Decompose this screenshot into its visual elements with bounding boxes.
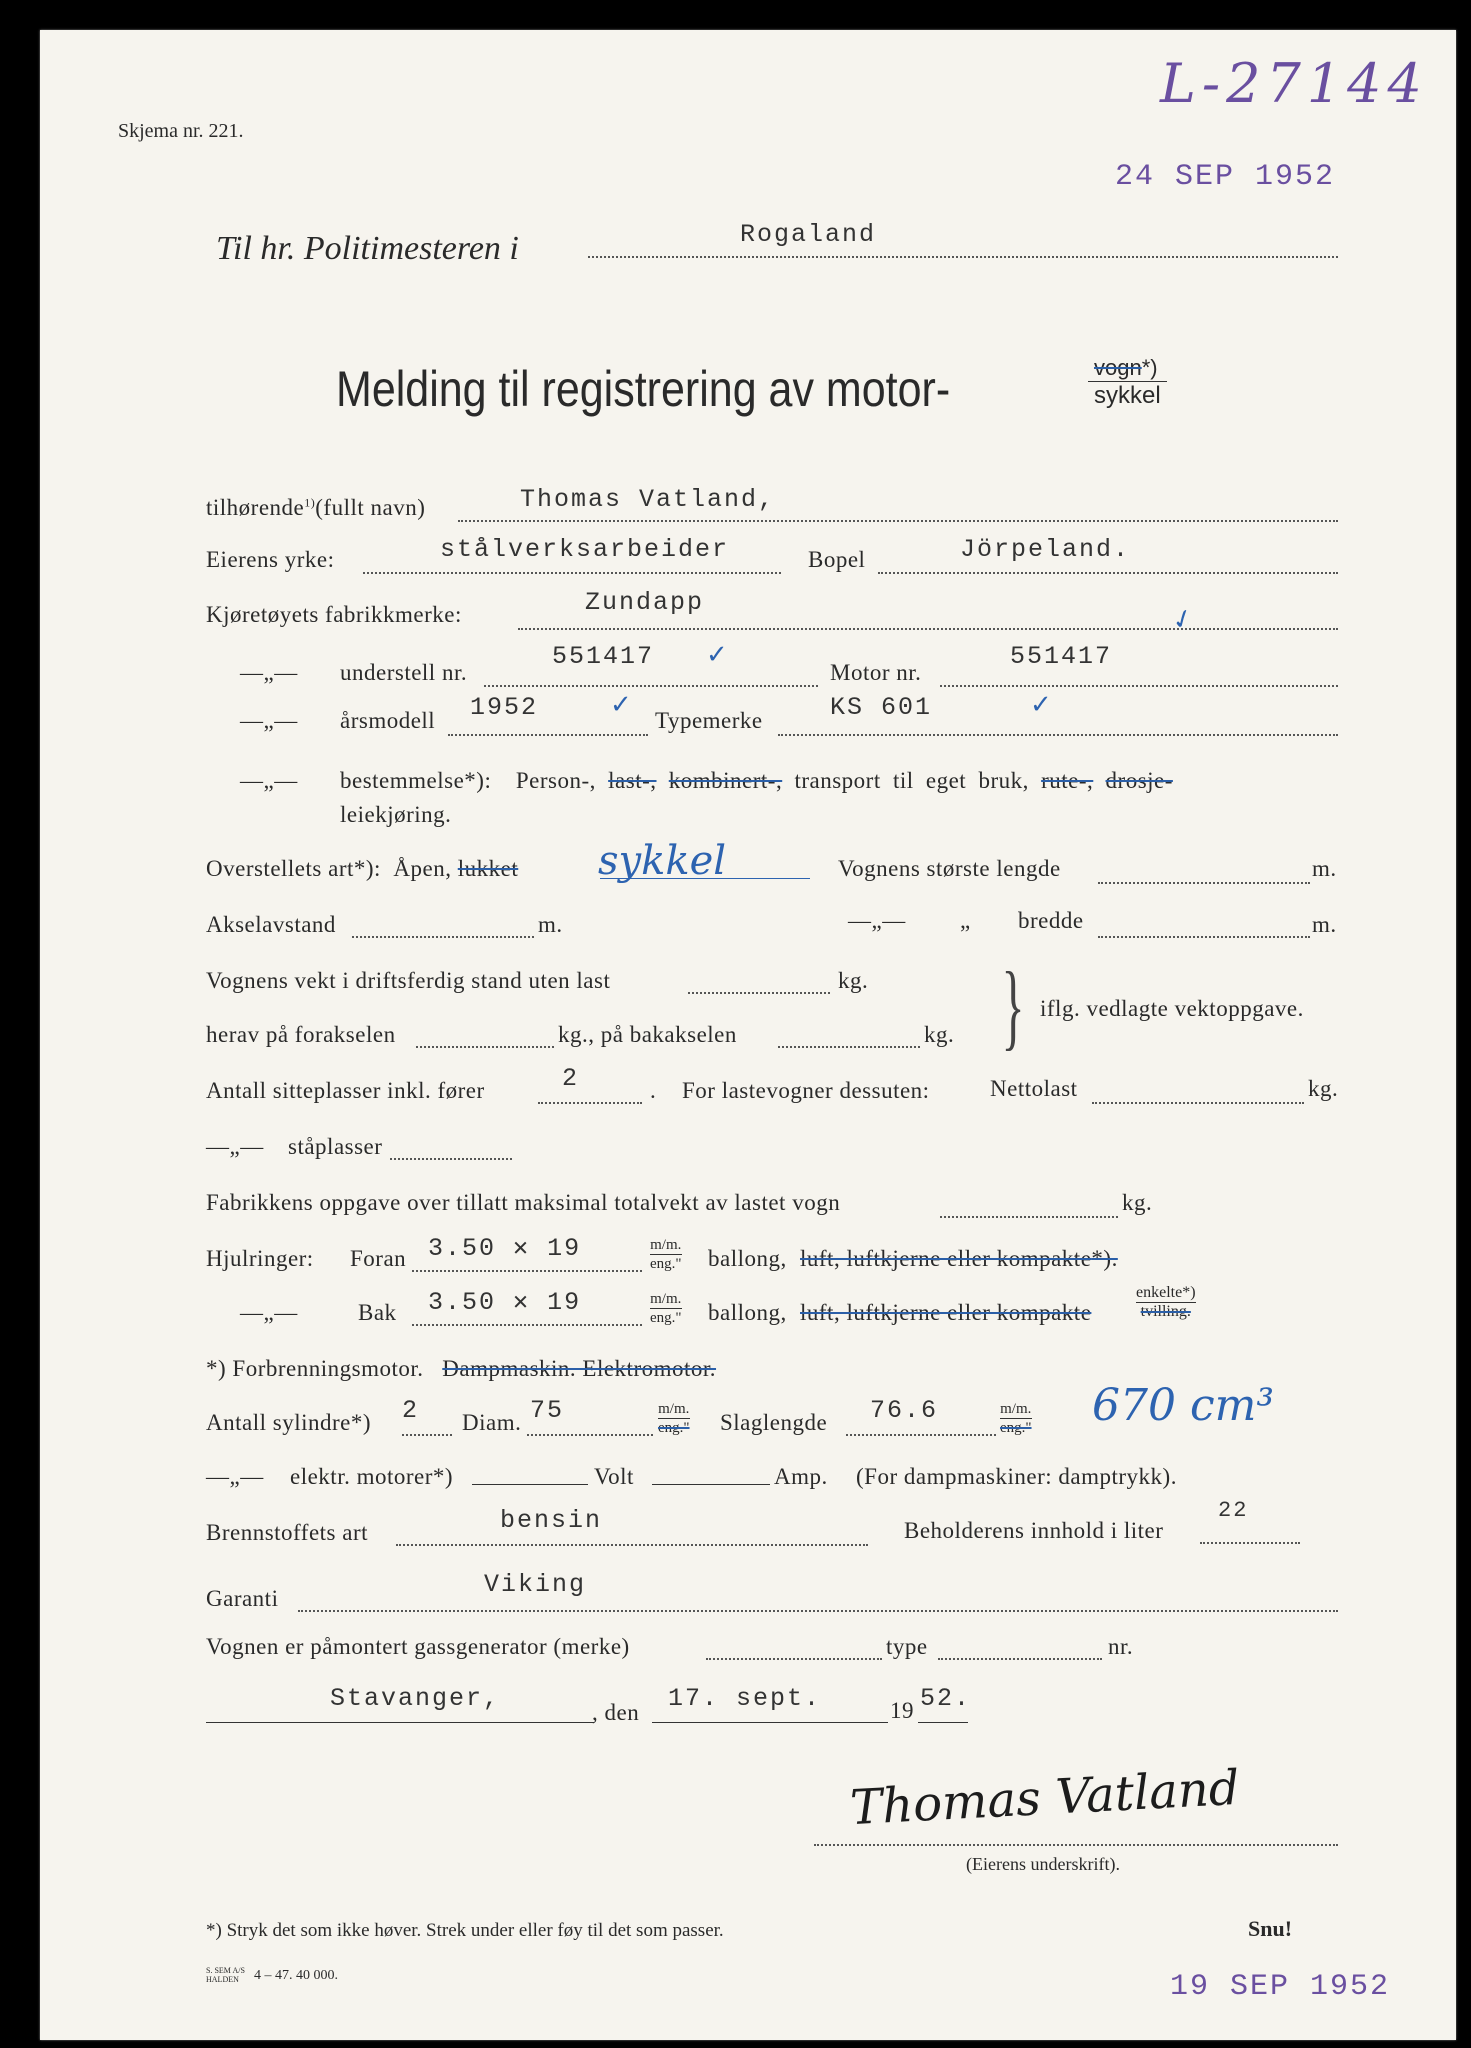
schema-number: Skjema nr. 221. — [118, 120, 244, 142]
addressee-line — [588, 256, 1338, 258]
turn-over: Snu! — [1248, 1916, 1293, 1941]
weight-unit: kg. — [838, 968, 869, 993]
diameter-label: Diam. — [462, 1410, 522, 1435]
cargo-label: For lastevogner dessuten: — [682, 1078, 930, 1103]
owner-label: tilhørende$^{1)}$(fullt navn) — [206, 495, 426, 520]
volt-label: Volt — [594, 1464, 634, 1489]
ditto-mark: —„— — [240, 768, 298, 793]
occupation-label: Eierens yrke: — [206, 547, 335, 572]
net-load-unit: kg. — [1308, 1076, 1339, 1101]
tires-rear-line — [412, 1324, 642, 1326]
residence-value: Jörpeland. — [960, 535, 1131, 564]
checkmark-icon: ✓ — [610, 690, 632, 720]
fuel-label: Brennstoffets art — [206, 1520, 369, 1545]
tires-rear-label: Bak — [358, 1300, 397, 1325]
date-label: , den — [592, 1700, 640, 1725]
filing-stamp: 19 SEP 1952 — [1170, 1970, 1391, 2004]
stroke-label: Slaglengde — [720, 1410, 828, 1435]
title-option-vogn: vogn — [1094, 355, 1142, 380]
tires-front-unit: m/m. eng." — [650, 1237, 682, 1272]
checkmark-icon: ✓ — [1167, 602, 1199, 638]
year-prefix: 19 — [890, 1698, 914, 1723]
tires-front-value: 3.50 ✕ 19 — [428, 1234, 582, 1263]
type-label: Typemerke — [655, 708, 763, 733]
guarantee-value: Viking — [484, 1570, 587, 1599]
guarantee-label: Garanti — [206, 1586, 279, 1611]
type-line — [778, 734, 1338, 736]
tires-rear-unit: m/m. eng." — [650, 1291, 682, 1326]
volt-line — [652, 1484, 770, 1485]
tires-front-label: Foran — [350, 1246, 407, 1271]
axle-distance-unit: m. — [538, 912, 563, 937]
diameter-unit: m/m. eng." — [658, 1401, 690, 1436]
body-handwritten-value: sykkel — [598, 838, 727, 884]
seats-line — [538, 1102, 642, 1104]
residence-label: Bopel — [808, 547, 866, 572]
weight-line — [688, 992, 830, 994]
length-label: Vognens største lengde — [838, 856, 1061, 881]
motor-label: Motor nr. — [830, 660, 922, 685]
fuel-value: bensin — [500, 1506, 603, 1535]
max-weight-label: Fabrikkens oppgave over tillatt maksimal totalvekt av lastet vogn — [206, 1190, 841, 1215]
owner-line — [458, 520, 1338, 522]
rear-axle-line — [778, 1046, 920, 1048]
owner-signature: Thomas Vatland — [848, 1759, 1241, 1837]
seats-label: Antall sitteplasser inkl. fører — [206, 1078, 485, 1103]
title-options — [1088, 355, 1167, 410]
motor-line — [940, 685, 1338, 687]
print-info: 4 – 47. 40 000. — [254, 1968, 338, 1983]
gas-nr-label: nr. — [1108, 1634, 1134, 1659]
stroke-line — [846, 1434, 996, 1436]
title-option-sykkel: sykkel — [1094, 382, 1161, 409]
body-underline — [600, 878, 810, 879]
motor-value: 551417 — [1010, 642, 1113, 671]
place-line — [206, 1722, 594, 1723]
diameter-line — [527, 1434, 653, 1436]
engine-type: *) Forbrenningsmotor. Dampmaskin. Elektromotor. — [206, 1356, 717, 1381]
electric-motors-line — [472, 1484, 588, 1485]
occupation-line — [363, 572, 781, 574]
tires-rear-value: 3.50 ✕ 19 — [428, 1288, 582, 1317]
length-unit: m. — [1312, 856, 1337, 881]
addressee-label: Til hr. Politimesteren i — [216, 230, 519, 267]
axle-distance-label: Akselavstand — [206, 912, 336, 937]
year-line — [918, 1722, 968, 1723]
net-load-line — [1092, 1102, 1304, 1104]
purpose-line-2: leiekjøring. — [340, 802, 452, 827]
stroke-unit: m/m. eng." — [1000, 1401, 1032, 1436]
make-value: Zundapp — [585, 588, 705, 617]
width-line — [1098, 936, 1310, 938]
printer-mark: S. SEM A/S HALDEN — [206, 1966, 245, 1984]
length-line — [1098, 882, 1310, 884]
guarantee-line — [298, 1610, 1338, 1612]
chassis-value: 551417 — [552, 642, 655, 671]
cylinders-line — [402, 1434, 452, 1436]
signature-caption: (Eierens underskrift). — [966, 1854, 1120, 1874]
ditto-mark: —„— — [240, 660, 298, 685]
tires-front-line — [412, 1270, 642, 1272]
chassis-label: understell nr. — [340, 660, 468, 685]
form-page — [40, 30, 1456, 2040]
stroke-value: 76.6 — [870, 1396, 939, 1425]
make-label: Kjøretøyets fabrikkmerke: — [206, 602, 462, 627]
tires-rear-mount: enkelte*) tvilling. — [1136, 1284, 1196, 1320]
tank-label: Beholderens innhold i liter — [904, 1518, 1164, 1543]
tires-front-balloon: ballong, — [708, 1246, 787, 1271]
tank-value: 22 — [1218, 1498, 1249, 1523]
date-line — [652, 1722, 888, 1723]
addressee-value: Rogaland — [740, 220, 877, 249]
year-model-value: 1952 — [470, 693, 539, 722]
body-label: Overstellets art*): Åpen, lukket — [206, 856, 519, 881]
checkmark-icon: ✓ — [1030, 690, 1052, 720]
weight-label: Vognens vekt i driftsferdig stand uten last — [206, 968, 611, 993]
rear-axle-unit: kg. — [924, 1022, 955, 1047]
handwritten-reference: L-27144 — [1160, 52, 1428, 115]
signature-line — [814, 1844, 1338, 1846]
form-title: Melding til registrering av motor- — [336, 361, 951, 417]
tires-label: Hjulringer: — [206, 1246, 314, 1271]
standing-line — [390, 1158, 512, 1160]
width-label: bredde — [1018, 908, 1084, 933]
cylinders-value: 2 — [402, 1396, 420, 1425]
weight-brace: } — [1001, 952, 1025, 1059]
front-axle-label: herav på forakselen — [206, 1022, 396, 1047]
ditto-mark: —„— — [240, 1300, 298, 1325]
width-quote: „ — [960, 908, 971, 933]
gas-generator-label: Vognen er påmontert gassgenerator (merke) — [206, 1634, 630, 1659]
gas-generator-line — [706, 1658, 882, 1660]
received-stamp: 24 SEP 1952 — [1115, 160, 1336, 194]
ditto-mark: —„— — [848, 908, 906, 933]
chassis-line — [484, 685, 818, 687]
ditto-mark: —„— — [240, 708, 298, 733]
year-model-label: årsmodell — [340, 708, 436, 733]
standing-label: ståplasser — [288, 1134, 383, 1159]
year-suffix: 52. — [920, 1684, 972, 1713]
displacement-handwritten: 670 cm³ — [1092, 1380, 1274, 1431]
checkmark-icon: ✓ — [706, 640, 728, 670]
occupation-value: stålverksarbeider — [440, 535, 730, 564]
ditto-mark: —„— — [206, 1464, 264, 1489]
tires-front-struck: luft, luftkjerne eller kompakte*). — [800, 1246, 1118, 1271]
front-axle-line — [416, 1046, 554, 1048]
date-value: 17. sept. — [668, 1684, 822, 1713]
tires-rear-balloon: ballong, — [708, 1300, 787, 1325]
type-value: KS 601 — [830, 693, 933, 722]
seats-value: 2 — [562, 1064, 580, 1093]
rear-axle-label: kg., på bakakselen — [558, 1022, 737, 1047]
footnote: *) Stryk det som ikke høver. Strek under eller føy til det som passer. — [206, 1920, 724, 1941]
gas-type-label: type — [886, 1634, 928, 1659]
ditto-mark: —„— — [206, 1134, 264, 1159]
purpose-line-1: bestemmelse*): Person-, last-, kombinert-, transport til eget bruk, rute-, drosje- — [340, 768, 1173, 793]
max-weight-unit: kg. — [1122, 1190, 1153, 1215]
net-load-label: Nettolast — [990, 1076, 1078, 1101]
place-value: Stavanger, — [330, 1684, 501, 1713]
tires-rear-struck: luft, luftkjerne eller kompakte — [800, 1300, 1092, 1325]
max-weight-line — [940, 1216, 1118, 1218]
owner-value: Thomas Vatland, — [520, 485, 776, 514]
amp-label: Amp. — [774, 1464, 828, 1489]
axle-distance-line — [352, 936, 534, 938]
title-footnote-mark: *) — [1141, 355, 1158, 380]
steam-note: (For dampmaskiner: damptrykk). — [856, 1464, 1177, 1489]
residence-line — [878, 572, 1338, 574]
year-model-line — [448, 734, 648, 736]
weight-note: iflg. vedlagte vektoppgave. — [1040, 996, 1304, 1021]
gas-type-line — [938, 1658, 1102, 1660]
electric-motors-label: elektr. motorer*) — [290, 1464, 454, 1489]
diameter-value: 75 — [530, 1396, 565, 1425]
fuel-line — [396, 1544, 868, 1546]
width-unit: m. — [1312, 912, 1337, 937]
seats-dot: . — [650, 1078, 657, 1103]
cylinders-label: Antall sylindre*) — [206, 1410, 371, 1435]
tank-line — [1200, 1542, 1300, 1544]
make-line — [518, 628, 1338, 630]
